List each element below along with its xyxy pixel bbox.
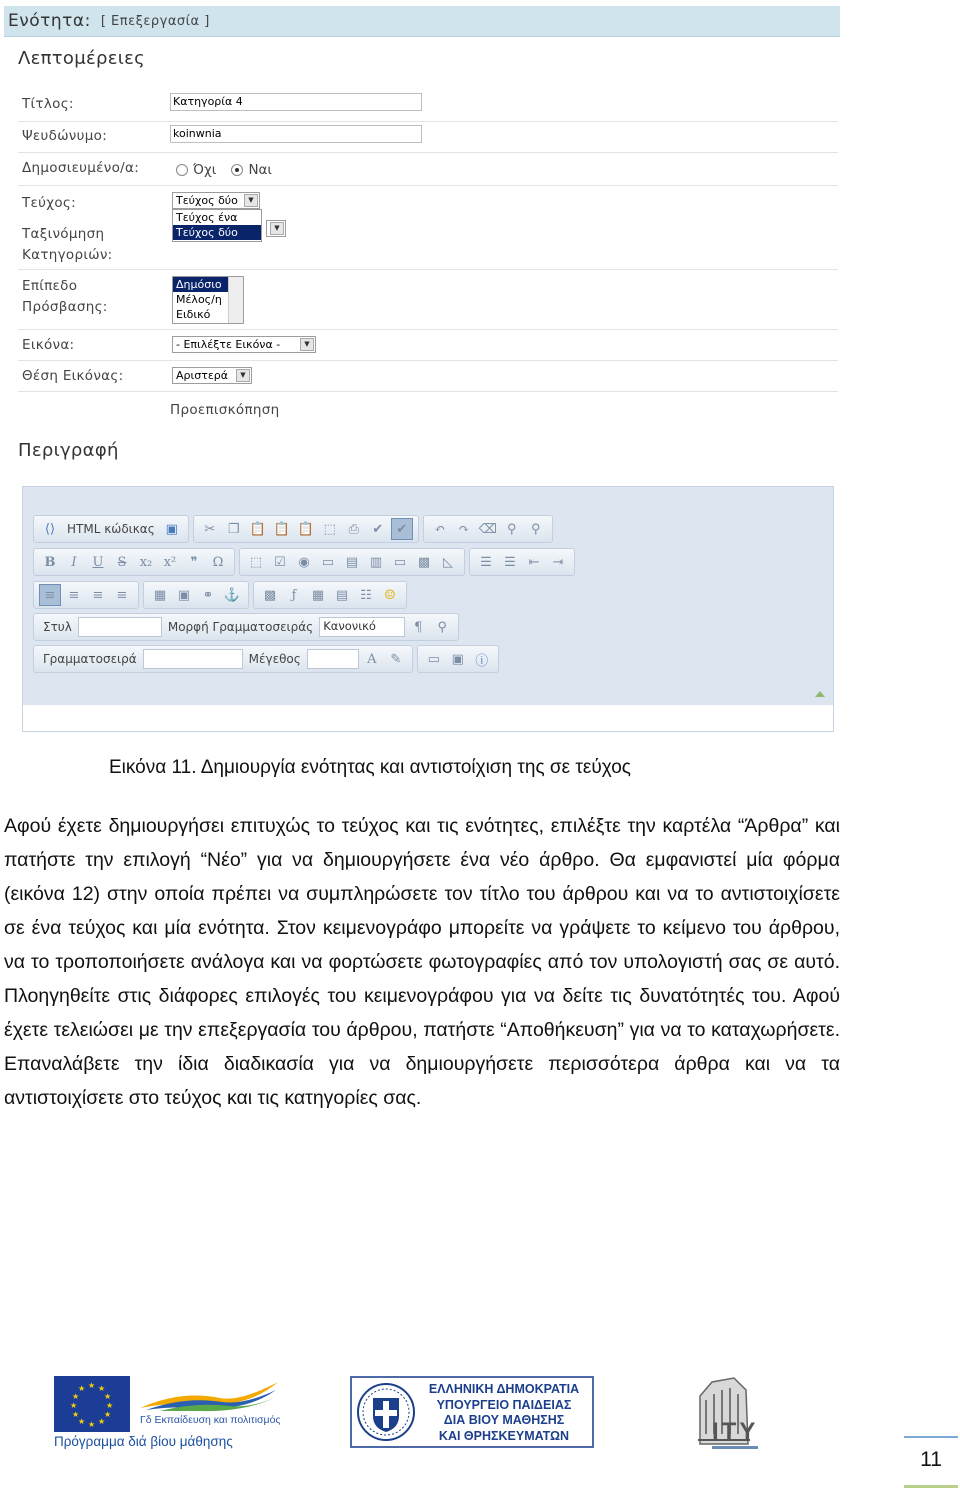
paste-icon[interactable]: 📋 bbox=[249, 521, 266, 537]
font-select[interactable] bbox=[143, 649, 243, 669]
access-option-3[interactable]: Ειδικό bbox=[176, 308, 211, 321]
replace-icon[interactable]: ⚲ bbox=[531, 521, 541, 537]
image-select[interactable] bbox=[172, 336, 316, 353]
bold-icon[interactable]: B bbox=[44, 554, 56, 570]
paste-word-icon[interactable]: 📋 bbox=[297, 521, 314, 537]
llp-swoosh-icon bbox=[140, 1380, 280, 1412]
undo-icon[interactable]: ↶ bbox=[434, 521, 446, 537]
chevron-down-icon: ▼ bbox=[300, 338, 314, 351]
text-color-icon[interactable]: A bbox=[367, 651, 377, 667]
table-icon[interactable]: ▦ bbox=[311, 587, 325, 603]
llp-title: Πρόγραμμα διά βίου μάθησης bbox=[54, 1434, 233, 1449]
body-paragraph: Αφού έχετε δημιουργήσει επιτυχώς το τεύχος και τις ενότητες, επιλέξτε την καρτέλα “Άρθρα” και πατήστε την επιλογή “Νέο” για να δημιουργήσετε ένα νέο άρθρο. Θα εμφανιστεί μία φόρμα (εικόνα 12) στην οποία πρέπει να συμπληρώσετε τον τίτλο του άρθρου και να το αντιστοιχίσετε σε ένα τεύχος και μία ενότητα. Στον κειμενογράφο μπορείτε να γράψετε το κείμενο του άρθρου, να το τροποποιήσετε ανάλογα και να φορτώσετε φωτογραφίες από τον υπολογιστή σας σε αυτό. Πλοηγηθείτε στις διάφορες επιλογές του κειμενογράφου για να δείτε τις δυνατότητές του. Αφού έχετε τελειώσει με την επεξεργασία του άρθρου, πατήστε “Αποθήκευση” για να το καταχωρήσετε. Επαναλάβετε την ίδια διαδικασία για να δημιουργήσετε περισσότερα άρθρα και να τα αντιστοιχίσετε στο τεύχος και τις κατηγορίες σας. bbox=[4, 815, 840, 1109]
about-icon[interactable]: ⓘ bbox=[475, 653, 489, 669]
issue-label: Τεύχος: bbox=[22, 195, 76, 211]
access-label-2: Πρόσβασης: bbox=[22, 299, 108, 315]
alias-label: Ψευδώνυμο: bbox=[22, 128, 108, 144]
form-row-published bbox=[18, 153, 838, 186]
spellcheck-icon[interactable]: ✔ bbox=[372, 521, 384, 537]
section-header bbox=[4, 6, 840, 37]
form-row-image-position bbox=[18, 361, 838, 392]
horizontal-rule-icon[interactable]: ▤ bbox=[335, 587, 349, 603]
access-listbox[interactable] bbox=[172, 276, 244, 324]
strikethrough-icon[interactable]: S bbox=[117, 554, 127, 570]
ordering-select[interactable] bbox=[266, 220, 286, 237]
issue-option-1[interactable]: Τεύχος ένα bbox=[176, 211, 238, 224]
form-icon[interactable]: ⬚ bbox=[249, 554, 263, 570]
maximize-icon[interactable]: ▭ bbox=[427, 651, 440, 667]
ministry-logo bbox=[350, 1376, 594, 1448]
font-label: Γραμματοσειρά bbox=[43, 652, 137, 666]
image-icon[interactable]: ▩ bbox=[263, 587, 277, 603]
title-input[interactable]: Κατηγορία 4 bbox=[170, 93, 422, 111]
save-template-icon[interactable]: ▣ bbox=[177, 587, 191, 603]
section-header-mode: [ Επεξεργασία ] bbox=[100, 13, 210, 29]
subscript-icon[interactable]: x₂ bbox=[139, 554, 153, 570]
resize-handle-icon[interactable] bbox=[815, 691, 825, 697]
toolbar-row-4 bbox=[33, 613, 459, 641]
details-form bbox=[18, 90, 838, 424]
numbered-list-icon[interactable]: ☰ bbox=[480, 554, 492, 570]
paste-text-icon[interactable]: 📋 bbox=[273, 521, 290, 537]
checkbox-icon[interactable]: ☑ bbox=[274, 554, 286, 570]
chevron-down-icon: ▼ bbox=[244, 194, 258, 207]
form-row-image bbox=[18, 330, 838, 361]
copy-icon[interactable]: ❐ bbox=[227, 521, 240, 537]
button-field-icon[interactable]: ▭ bbox=[393, 554, 407, 570]
title-label: Τίτλος: bbox=[22, 96, 74, 112]
link-icon[interactable]: ⚭ bbox=[202, 587, 214, 603]
bg-color-icon[interactable]: ✎ bbox=[390, 651, 402, 667]
ity-text: ITY bbox=[712, 1418, 758, 1449]
bullet-list-icon[interactable]: ☰ bbox=[504, 554, 516, 570]
editor-toolbar bbox=[23, 487, 833, 705]
published-no-label: Όχι bbox=[193, 161, 217, 178]
html-code-icon[interactable]: ⟨⟩ bbox=[44, 521, 56, 537]
zoom-icon[interactable]: ⚲ bbox=[437, 619, 447, 635]
select-all-icon[interactable]: ⬚ bbox=[323, 521, 336, 537]
image-position-label: Θέση Εικόνας: bbox=[22, 368, 124, 384]
image-position-value: Αριστερά bbox=[176, 369, 229, 382]
form-row-access bbox=[18, 270, 838, 330]
image-label: Εικόνα: bbox=[22, 337, 75, 353]
style-select[interactable] bbox=[78, 617, 162, 637]
form-row-issue bbox=[18, 186, 838, 270]
flash-icon[interactable]: ƒ bbox=[291, 587, 297, 603]
ministry-line-2: ΥΠΟΥΡΓΕΙΟ ΠΑΙΔΕΙΑΣ bbox=[436, 1397, 572, 1412]
access-option-2[interactable]: Μέλος/η bbox=[176, 293, 222, 306]
blockquote-icon[interactable]: ❞ bbox=[190, 554, 198, 570]
source-icon[interactable]: ▣ bbox=[451, 651, 464, 667]
figure-caption: Εικόνα 11. Δημιουργία ενότητας και αντιστοίχιση της σε τεύχος bbox=[109, 757, 631, 778]
eu-flag-icon: ★ ★ ★ ★ ★ ★ ★ ★ ★ ★ ★ ★ bbox=[54, 1376, 130, 1432]
toolbar-row-1 bbox=[33, 515, 553, 543]
figure-screenshot bbox=[4, 6, 840, 732]
size-label: Μέγεθος bbox=[248, 652, 301, 666]
align-right-icon[interactable]: ≡ bbox=[92, 587, 104, 603]
form-row-alias bbox=[18, 122, 838, 153]
indent-icon[interactable]: ⇥ bbox=[552, 554, 564, 570]
html-code-button[interactable]: HTML κώδικας bbox=[67, 522, 155, 536]
published-label: Δημοσιευμένο/α: bbox=[22, 160, 140, 176]
outdent-icon[interactable]: ⇤ bbox=[528, 554, 540, 570]
chevron-down-icon: ▼ bbox=[270, 222, 284, 235]
page-break-icon[interactable]: ☷ bbox=[360, 587, 372, 603]
image-select-value: - Επιλέξτε Εικόνα - bbox=[176, 338, 281, 351]
align-left-icon[interactable]: ≡ bbox=[39, 584, 61, 606]
issue-select[interactable] bbox=[172, 192, 260, 209]
access-label-1: Επίπεδο bbox=[22, 278, 78, 294]
smiley-icon[interactable]: ☺ bbox=[384, 587, 396, 603]
ministry-line-4: ΚΑΙ ΘΡΗΣΚΕΥΜΑΤΩΝ bbox=[438, 1428, 570, 1443]
issue-option-2[interactable]: Τεύχος δύο bbox=[173, 225, 261, 240]
hidden-field-icon[interactable]: ◺ bbox=[443, 554, 453, 570]
ordering-label-2: Κατηγοριών: bbox=[22, 247, 113, 263]
image-button-icon[interactable]: ▩ bbox=[417, 554, 431, 570]
superscript-icon[interactable]: x² bbox=[163, 554, 177, 570]
redo-icon[interactable]: ↷ bbox=[458, 521, 470, 537]
anchor-icon[interactable]: ⚓ bbox=[223, 587, 241, 603]
access-scrollbar[interactable] bbox=[228, 277, 243, 323]
form-row-preview bbox=[18, 392, 838, 424]
ministry-line-1: ΕΛΛΗΝΙΚΗ ΔΗΜΟΚΡΑΤΙΑ bbox=[428, 1382, 580, 1396]
chevron-down-icon: ▼ bbox=[236, 369, 250, 382]
details-heading: Λεπτομέρειες bbox=[18, 48, 146, 69]
toolbar-row-3 bbox=[33, 581, 407, 609]
align-justify-icon[interactable]: ≡ bbox=[116, 587, 128, 603]
find-icon[interactable]: ⚲ bbox=[507, 521, 517, 537]
eraser-icon[interactable]: ⌫ bbox=[478, 521, 497, 537]
underline-icon[interactable]: U bbox=[92, 554, 104, 570]
template-icon[interactable]: ▦ bbox=[153, 587, 167, 603]
ity-logo bbox=[692, 1374, 788, 1450]
toolbar-row-2 bbox=[33, 548, 575, 576]
ministry-line-3: ΔΙΑ ΒΙΟΥ ΜΑΘΗΣΗΣ bbox=[443, 1413, 565, 1427]
issue-dropdown-list bbox=[172, 209, 262, 242]
published-yes-label: Ναι bbox=[248, 161, 273, 178]
description-heading: Περιγραφή bbox=[18, 440, 119, 461]
size-select[interactable] bbox=[307, 649, 359, 669]
llp-subtitle: Γδ Εκπαίδευση και πολιτισμός bbox=[140, 1414, 281, 1426]
ordering-label-1: Ταξινόμηση bbox=[22, 226, 105, 242]
italic-icon[interactable]: I bbox=[71, 554, 77, 570]
textarea-icon[interactable]: ▤ bbox=[345, 554, 359, 570]
eu-llp-logo bbox=[54, 1376, 284, 1454]
greek-emblem-icon bbox=[356, 1382, 416, 1442]
access-option-1[interactable]: Δημόσιο bbox=[173, 277, 228, 292]
format-label: Μορφή Γραμματοσειράς bbox=[167, 620, 314, 634]
save-icon[interactable]: ▣ bbox=[165, 521, 178, 537]
spellcheck-dropdown-icon[interactable]: ✔ bbox=[391, 518, 413, 540]
image-position-select[interactable] bbox=[172, 367, 252, 384]
print-icon[interactable]: ⎙ bbox=[348, 521, 359, 537]
select-field-icon[interactable]: ▥ bbox=[369, 554, 383, 570]
published-no-radio[interactable] bbox=[176, 164, 188, 176]
style-label: Στυλ bbox=[43, 620, 72, 634]
cut-icon[interactable]: ✂ bbox=[204, 521, 216, 537]
page-number: 11 bbox=[904, 1436, 958, 1488]
ministry-text bbox=[418, 1382, 590, 1444]
issue-select-value: Τεύχος δύο bbox=[176, 194, 238, 207]
textfield-icon[interactable]: ▭ bbox=[321, 554, 335, 570]
section-header-title: Ενότητα: bbox=[8, 11, 91, 31]
format-select[interactable]: Κανονικό bbox=[319, 617, 405, 637]
show-blocks-icon[interactable]: ¶ bbox=[414, 619, 423, 635]
published-yes-radio[interactable] bbox=[231, 164, 243, 176]
rich-text-editor bbox=[22, 486, 834, 732]
align-center-icon[interactable]: ≡ bbox=[68, 587, 80, 603]
radio-icon[interactable]: ◉ bbox=[298, 554, 310, 570]
alias-input[interactable]: koinwnia bbox=[170, 125, 422, 143]
special-char-icon[interactable]: Ω bbox=[212, 554, 224, 570]
preview-link[interactable]: Προεπισκόπηση bbox=[170, 402, 280, 418]
form-row-title bbox=[18, 90, 838, 122]
toolbar-row-5 bbox=[33, 645, 499, 673]
